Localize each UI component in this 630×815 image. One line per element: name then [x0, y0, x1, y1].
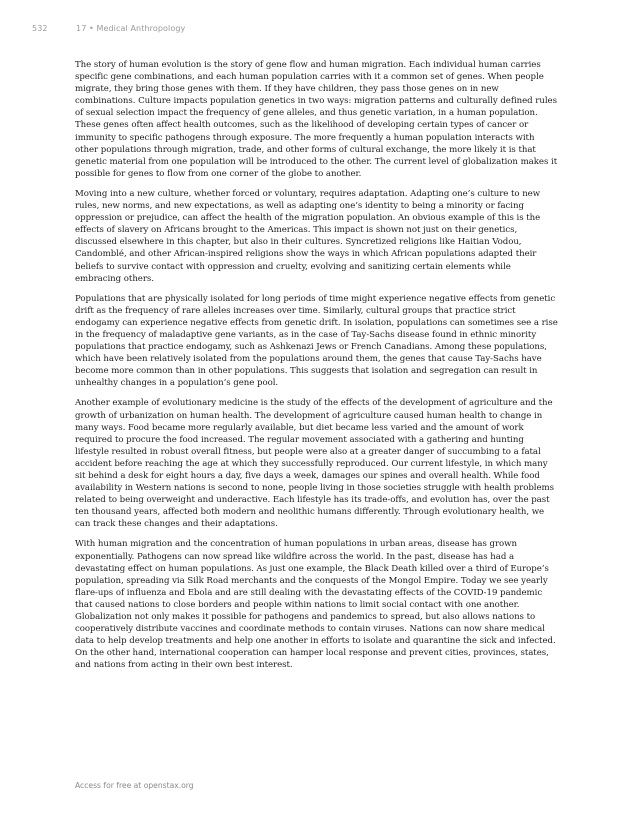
page-footer[interactable]: Access for free at openstax.org	[75, 781, 194, 790]
paragraph-adaptation: Moving into a new culture, whether forced or voluntary, requires adaptation. Adapting one’s culture to new rules, new norms, and new expectations, as well as adapting one’s identity to being a minority or facing oppression or prejudice, can affect the health of the migration population. An obvious example of this is the effects of slavery on Africans brought to the Americas. This impact is shown not just on their genetics, discussed elsewhere in this chapter, but also in their cultures. Syncretized religions like Haitian Vodou, Candomblé, and other African-inspired religions show the ways in which African populations adapted their beliefs to survive contact with oppression and cruelty, evolving and sanitizing certain elements while embracing others.	[75, 188, 541, 284]
paragraph-gene-flow: The story of human evolution is the story of gene flow and human migration. Each individual human carries specific gene combinations, and each human population carries with it a common set of genes. When people migrate, they bring those genes with them. If they have children, they pass those genes on in new combinations. Culture impacts population genetics in two ways: migration patterns and culturally defined rules of sexual selection impact the frequency of gene alleles, and thus genetic variation, in a human population. These genes often affect health outcomes, such as the likelihood of developing certain types of cancer or immunity to specific pathogens through exposure. The more frequently a human population interacts with other populations through migration, trade, and other forms of cultural exchange, the more likely it is that genetic material from one population will be introduced to the other. The current level of globalization makes it possible for genes to flow from one corner of the globe to another.	[75, 60, 558, 179]
page-number: 532	[32, 24, 48, 33]
paragraph-genetic-drift: Populations that are physically isolated for long periods of time might experience negative effects from genetic drift as the frequency of rare alleles increases over time. Similarly, cultural groups that practice strict endogamy can experience negative effects from genetic drift. In isolation, populations can sometimes see a rise in the frequency of maladaptive gene variants, as in the case of Tay-Sachs disease found in ethnic minority populations that practice endogamy, such as Ashkenazi Jews or French Canadians. Among these populations, which have been relatively isolated from the populations around them, the genes that cause Tay-Sachs have become more common than in other populations. This suggests that isolation and segregation can result in unhealthy changes in a population’s gene pool.	[75, 293, 558, 389]
body-text	[75, 59, 559, 680]
running-head: 17 • Medical Anthropology	[76, 24, 186, 33]
page-header	[32, 24, 598, 38]
paragraph-disease: With human migration and the concentration of human populations in urban areas, disease has grown exponentially. Pathogens can now spread like wildfire across the world. In the past, disease has had a devastating effect on human populations. As just one example, the Black Death killed over a third of Europe’s population, spreading via Silk Road merchants and the conquests of the Mongol Empire. Today we see yearly flare-ups of influenza and Ebola and are still dealing with the devastating effects of the COVID-19 pandemic that caused nations to close borders and people within nations to limit social contact with one another. Globalization not only makes it possible for pathogens and pandemics to spread, but also allows nations to cooperatively distribute vaccines and coordinate methods to contain viruses. Nations can now share medical data to help develop treatments and help one another in efforts to isolate and quarantine the sick and infected. On the other hand, international cooperation can hamper local response and prevent cities, provinces, states, and nations from acting in their own best interest.	[75, 539, 556, 671]
paragraph-agriculture: Another example of evolutionary medicine is the study of the effects of the development of agriculture and the growth of urbanization on human health. The development of agriculture caused human health to change in many ways. Food became more regularly available, but diet became less varied and the amount of work required to procure the food increased. The regular movement associated with a gathering and hunting lifestyle resulted in robust overall fitness, but people were also at a greater danger of succumbing to a fatal accident before reaching the age at which they successfully reproduced. Our current lifestyle, in which many sit behind a desk for eight hours a day, five days a week, damages our spines and overall health. While food availability in Western nations is second to none, people living in those societies struggle with health problems related to being overweight and underactive. Each lifestyle has its trade-offs, and evolution has, over the past ten thousand years, affected both modern and neolithic humans differently. Through evolutionary health, we can track these changes and their adaptations.	[75, 398, 554, 530]
